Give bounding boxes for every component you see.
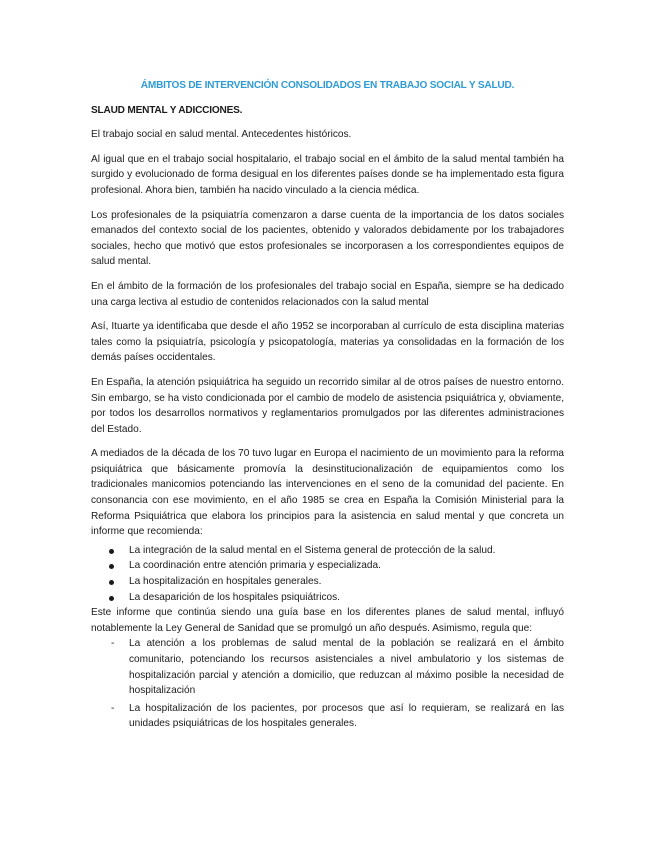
body-paragraph: A mediados de la década de los 70 tuvo lugar en Europa el nacimiento de un movimiento para la reforma psiquiátrica que básicamente promovía la desinstitucionalización de equipamientos como los tradicionales manicomios potenciando las intervenciones en el seno de la comunidad del paciente. En consonancia con ese movimiento, en el año 1985 se crea en España la Comisión Ministerial para la Reforma Psiquiátrica que elabora los principios para la asistencia en salud mental y que concreta un informe que recomienda: (91, 448, 564, 538)
bullet-icon (109, 549, 114, 554)
list-item-text: La hospitalización en hospitales generales. (129, 576, 322, 588)
list-item-text: La hospitalización de los pacientes, por procesos que así lo requieram, se realizará en las unidades psiquiátricas de los hospitales generales. (129, 702, 564, 730)
section-heading: SLAUD MENTAL Y ADICCIONES. (91, 104, 243, 116)
dash-marker: - (111, 702, 115, 714)
body-paragraph: Al igual que en el trabajo social hospitalario, el trabajo social en el ámbito de la salud mental también ha surgido y evolucionado de forma desigual en los diferentes países donde se ha implementado esta figura profesional. Ahora bien, también ha nacido vinculado a la ciencia médica. (91, 153, 564, 196)
list-item (91, 543, 564, 559)
body-paragraph: Así, Ituarte ya identificaba que desde el año 1952 se incorporaban al currículo de esta disciplina materias tales como la psiquiatría, psicología y psicopatología, materias ya consolidadas en la formación de los demás países occidentales. (91, 321, 564, 364)
list-item (91, 701, 564, 732)
list-item-text: La desaparición de los hospitales psiquiátricos. (129, 591, 340, 603)
body-paragraph: En España, la atención psiquiátrica ha seguido un recorrido similar al de otros países de nuestro entorno. Sin embargo, se ha visto condicionada por el cambio de modelo de asistencia psiquiátrica y, obviamente, por todos los desarrollos normativos y reglamentarios promulgados por las diferentes administraciones del Estado. (91, 376, 564, 435)
list-item-text: La coordinación entre atención primaria y especializada. (129, 560, 381, 572)
list-item (91, 558, 564, 574)
body-paragraph: Los profesionales de la psiquiatría comenzaron a darse cuenta de la importancia de los datos sociales emanados del contexto social de los pacientes, obtenido y valorados debidamente por los trabajadores sociales, hecho que motivó que estos profesionales se incorporasen a los correspondientes equipos de salud mental. (91, 209, 564, 268)
list-item (91, 636, 564, 698)
list-item-text: La atención a los problemas de salud mental de la población se realizará en el ámbito comunitario, potenciando los recursos asistenciales a nivel ambulatorio y los sistemas de hospitalización parcial y atención a domicilio, que reduzcan al máximo posible la necesidad de hospitalización (129, 638, 564, 697)
list-item (91, 574, 564, 590)
list-item (91, 590, 564, 606)
bullet-icon (109, 580, 114, 585)
list-item-text: La integración de la salud mental en el Sistema general de protección de la salud. (129, 544, 496, 556)
dash-marker: - (111, 638, 115, 650)
bullet-icon (109, 564, 114, 569)
recommendation-list (91, 543, 564, 605)
regulation-list (91, 636, 564, 732)
bullet-icon (109, 596, 114, 601)
document-title: ÁMBITOS DE INTERVENCIÓN CONSOLIDADOS EN TRABAJO SOCIAL Y SALUD. (140, 80, 515, 91)
subheading-paragraph: El trabajo social en salud mental. Antecedentes históricos. (91, 129, 352, 141)
body-paragraph: Este informe que continúa siendo una guía base en los diferentes planes de salud mental, influyó notablemente la Ley General de Sanidad que se promulgó un año después. Asimismo, regula que: (91, 607, 564, 634)
body-paragraph: En el ámbito de la formación de los profesionales del trabajo social en España, siempre se ha dedicado una carga lectiva al estudio de contenidos relacionados con la salud mental (91, 280, 564, 308)
